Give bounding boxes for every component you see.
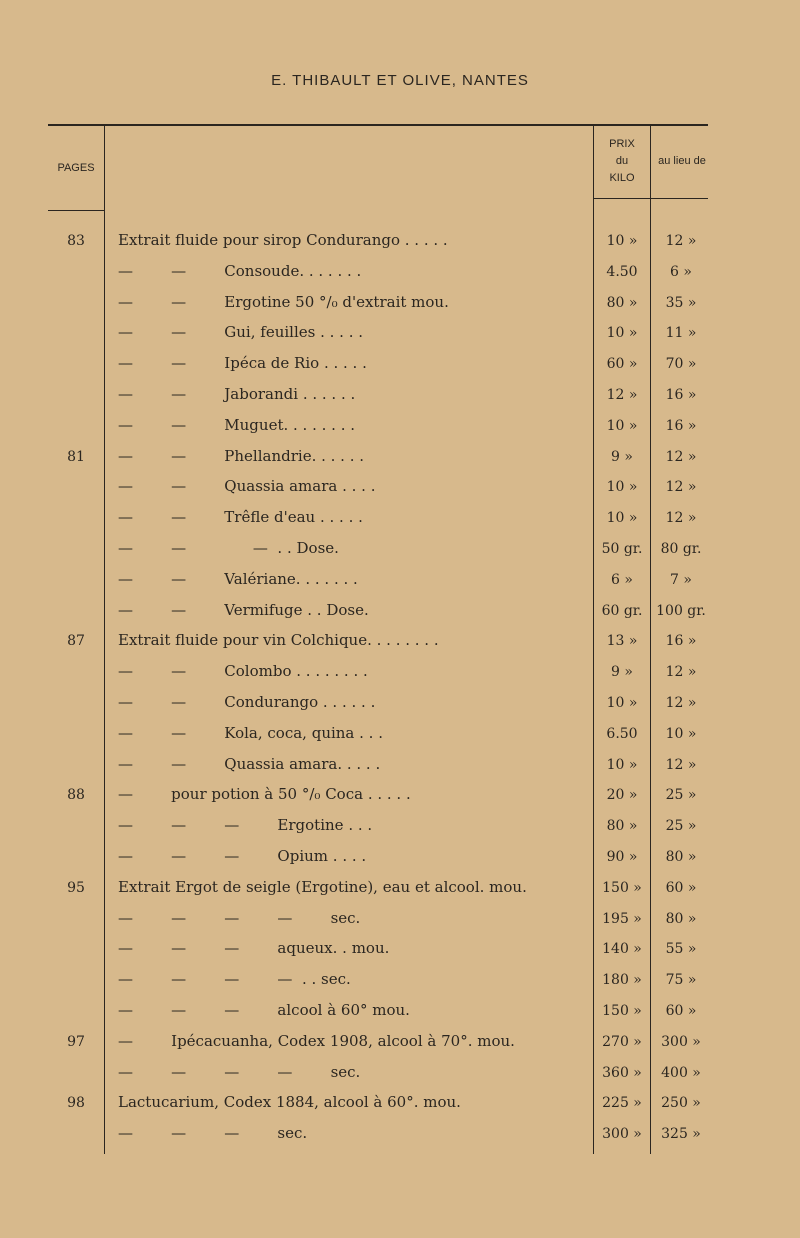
price-per-kilo: 10 » (606, 479, 638, 496)
pages-label: PAGES (57, 162, 95, 174)
previous-price: 80 » (665, 849, 697, 865)
product-description: Extrait fluide pour sirop Condurango . . . . . (118, 231, 448, 249)
column-header-au-lieu (652, 153, 712, 170)
table-row (0, 444, 800, 474)
product-description: — Ipécacuanha, Codex 1908, alcool à 70°. mou. (118, 1031, 515, 1050)
table-row (0, 351, 800, 381)
product-description: — — — — sec. (118, 908, 361, 927)
price-per-kilo: 10 » (606, 325, 638, 342)
previous-price: 75 » (665, 972, 697, 989)
product-description: — pour potion à 50 °/₀ Coca . . . . . (118, 785, 411, 804)
prix-label-2: du (615, 155, 629, 167)
previous-price: 60 » (665, 879, 697, 896)
price-per-kilo: 9 » (611, 664, 633, 681)
prix-label-1: PRIX (609, 138, 635, 150)
header-underline-prix (594, 198, 708, 199)
price-per-kilo: 10 » (606, 756, 638, 773)
table-row (0, 875, 800, 905)
previous-price: 250 » (661, 1095, 701, 1112)
price-per-kilo: 4.50 (606, 263, 638, 280)
previous-price: 12 » (665, 448, 697, 465)
table-row (0, 413, 800, 443)
column-header-pages (48, 160, 104, 177)
header-underline-pages (48, 210, 104, 211)
table-row (0, 1121, 800, 1151)
product-description: — — Phellandrie. . . . . . (118, 446, 365, 465)
product-description: — — Kola, coca, quina . . . (118, 723, 383, 742)
product-description: — — Jaborandi . . . . . . (118, 385, 356, 403)
price-per-kilo: 150 » (602, 1003, 642, 1019)
price-per-kilo: 300 » (602, 1126, 642, 1143)
table-row (0, 906, 800, 936)
price-per-kilo: 10 » (606, 695, 638, 711)
previous-price: 35 » (665, 294, 697, 311)
product-description: — — — — sec. (118, 1062, 361, 1081)
page-number: 88 (67, 787, 85, 804)
page-number: 95 (67, 879, 85, 896)
table-row (0, 936, 800, 966)
price-per-kilo: 60 gr. (601, 602, 643, 619)
table-row (0, 1090, 800, 1120)
price-per-kilo: 80 » (606, 294, 638, 311)
page-header: E. THIBAULT ET OLIVE, NANTES (271, 72, 529, 89)
table-row (0, 474, 800, 504)
table-row (0, 628, 800, 658)
price-per-kilo: 50 gr. (601, 541, 643, 557)
previous-price: 6 » (670, 263, 692, 280)
product-description: — — Colombo . . . . . . . . (118, 662, 368, 681)
table-row (0, 382, 800, 412)
table-row (0, 259, 800, 289)
page-number: 83 (67, 233, 85, 249)
table-row (0, 228, 800, 258)
table-row (0, 320, 800, 350)
table-row (0, 290, 800, 320)
price-per-kilo: 6 » (611, 571, 633, 588)
product-description: — — Valériane. . . . . . . (118, 569, 358, 588)
page-number: 87 (67, 633, 85, 650)
product-description: — — — — . . sec. (118, 970, 351, 989)
top-rule (48, 124, 708, 126)
table-row (0, 813, 800, 843)
previous-price: 16 » (665, 387, 697, 403)
previous-price: 12 » (665, 756, 697, 773)
product-description: — — Quassia amara. . . . . (118, 754, 381, 773)
price-per-kilo: 270 » (602, 1033, 642, 1050)
previous-price: 12 » (665, 695, 697, 711)
column-header-prix (594, 136, 650, 187)
table-row (0, 659, 800, 689)
previous-price: 55 » (665, 941, 697, 958)
price-per-kilo: 360 » (602, 1064, 642, 1081)
product-description: — — — Opium . . . . (118, 847, 367, 865)
product-description: — — Condurango . . . . . . (118, 693, 376, 711)
price-per-kilo: 225 » (602, 1095, 642, 1112)
table-row (0, 967, 800, 997)
product-description: — — — . . Dose. (118, 539, 339, 557)
product-description: — — Ergotine 50 °/₀ d'extrait mou. (118, 292, 449, 311)
price-per-kilo: 12 » (606, 387, 638, 403)
price-per-kilo: 10 » (606, 233, 638, 249)
table-row (0, 721, 800, 751)
product-description: — — Ipéca de Rio . . . . . (118, 354, 367, 373)
table-row (0, 598, 800, 628)
product-description: — — Quassia amara . . . . (118, 477, 376, 496)
table-row (0, 567, 800, 597)
product-description: — — — sec. (118, 1124, 308, 1143)
previous-price: 300 » (661, 1033, 701, 1050)
previous-price: 80 gr. (660, 541, 702, 557)
previous-price: 100 gr. (656, 602, 706, 619)
previous-price: 325 » (661, 1126, 701, 1143)
previous-price: 25 » (665, 787, 697, 804)
previous-price: 11 » (665, 325, 697, 342)
table-row (0, 505, 800, 535)
previous-price: 60 » (665, 1003, 697, 1019)
product-description: — — Trêfle d'eau . . . . . (118, 508, 363, 527)
previous-price: 25 » (665, 818, 697, 835)
price-per-kilo: 180 » (602, 972, 642, 989)
product-description: — — — Ergotine . . . (118, 816, 373, 835)
price-per-kilo: 80 » (606, 818, 638, 835)
product-description: Extrait fluide pour vin Colchique. . . . . . . . (118, 631, 439, 650)
previous-price: 7 » (670, 571, 692, 588)
previous-price: 16 » (665, 633, 697, 650)
product-description: — — — alcool à 60° mou. (118, 1001, 410, 1019)
page-number: 81 (67, 448, 85, 465)
product-description: — — Consoude. . . . . . . (118, 261, 362, 280)
table-row (0, 752, 800, 782)
price-per-kilo: 9 » (611, 448, 633, 465)
product-description: Lactucarium, Codex 1884, alcool à 60°. mou. (118, 1093, 461, 1112)
previous-price: 16 » (665, 417, 697, 434)
au-lieu-label: au lieu de (658, 155, 706, 167)
price-per-kilo: 150 » (602, 879, 642, 896)
previous-price: 12 » (665, 233, 697, 249)
page-number: 97 (67, 1033, 85, 1050)
product-description: Extrait Ergot de seigle (Ergotine), eau et alcool. mou. (118, 877, 527, 896)
price-per-kilo: 140 » (602, 941, 642, 958)
price-per-kilo: 195 » (602, 910, 642, 927)
product-description: — — Vermifuge . . Dose. (118, 600, 369, 619)
product-description: — — Muguet. . . . . . . . (118, 415, 355, 434)
price-per-kilo: 10 » (606, 417, 638, 434)
price-per-kilo: 6.50 (606, 725, 638, 742)
table-row (0, 998, 800, 1028)
previous-price: 400 » (661, 1064, 701, 1081)
product-description: — — — aqueux. . mou. (118, 939, 390, 958)
price-per-kilo: 20 » (606, 787, 638, 804)
previous-price: 70 » (665, 356, 697, 373)
table-row (0, 782, 800, 812)
table-row (0, 536, 800, 566)
page-number: 98 (67, 1095, 85, 1112)
price-per-kilo: 60 » (606, 356, 638, 373)
table-row (0, 1029, 800, 1059)
price-per-kilo: 13 » (606, 633, 638, 650)
product-description: — — Gui, feuilles . . . . . (118, 323, 364, 342)
prix-label-3: KILO (609, 172, 635, 184)
price-per-kilo: 90 » (606, 849, 638, 865)
table-row (0, 1060, 800, 1090)
price-per-kilo: 10 » (606, 510, 638, 527)
table-row (0, 690, 800, 720)
previous-price: 12 » (665, 479, 697, 496)
previous-price: 10 » (665, 725, 697, 742)
previous-price: 80 » (665, 910, 697, 927)
table-row (0, 844, 800, 874)
previous-price: 12 » (665, 510, 697, 527)
previous-price: 12 » (665, 664, 697, 681)
